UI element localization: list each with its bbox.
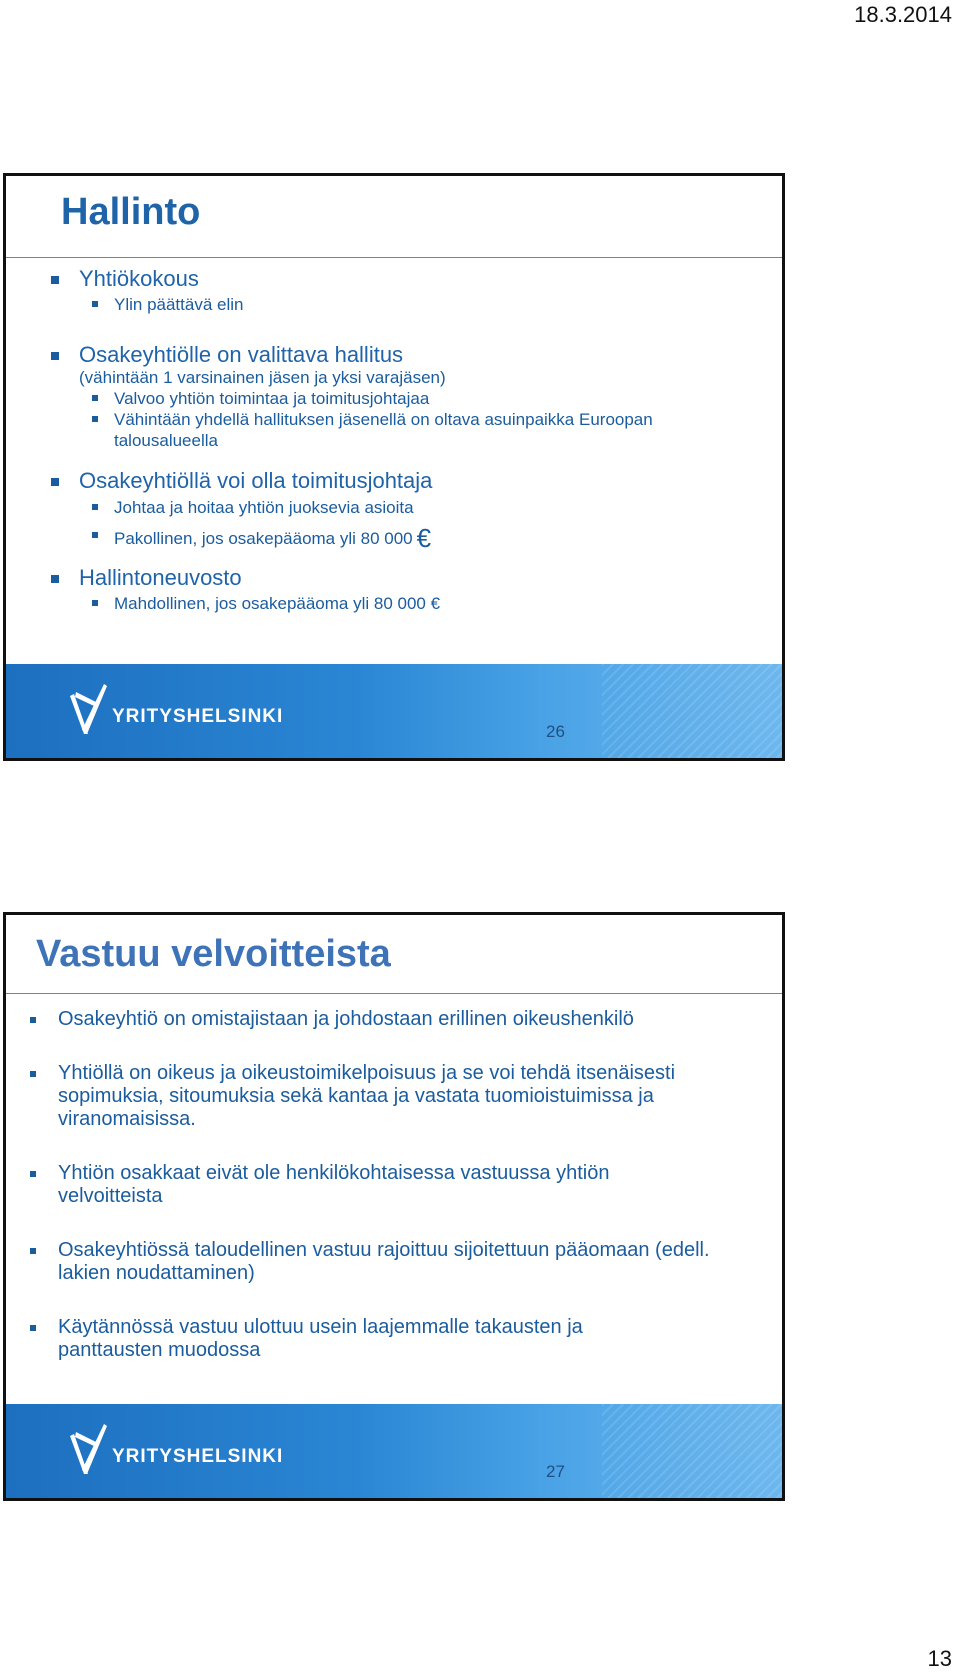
slide-footer [6,1404,782,1498]
slide-footer [6,664,782,758]
bullet-item [6,1162,782,1208]
sub-bullet-text: Pakollinen, jos osakepääoma yli 80 000 [114,529,413,548]
square-bullet-icon [92,600,98,606]
yrityshelsinki-logo [66,682,283,738]
bullet-text: Käytännössä vastuu ulottuu usein laajemmalle takausten ja panttausten muodossa [58,1316,583,1361]
bullet-item [6,342,782,368]
title-divider [6,993,782,994]
euro-sign: € [416,523,432,553]
sub-bullet-text: Johtaa ja hoitaa yhtiön juoksevia asioita [114,498,414,517]
sub-bullet-item [6,409,782,451]
logo-text: YRITYSHELSINKI [112,1446,284,1467]
bullet-text: Osakeyhtiössä taloudellinen vastuu rajoittuu sijoitettuun pääomaan (edell. lakien noudattaminen) [58,1239,710,1284]
bullet-item [6,1316,782,1362]
sub-bullet-text: Mahdollinen, jos osakepääoma yli 80 000 € [114,594,441,613]
sub-bullet-item [6,523,782,553]
yrityshelsinki-logo-icon [66,1422,108,1478]
bullet-item [6,266,782,292]
bullet-text: Yhtiökokous [79,266,199,291]
footer-hatch-pattern [602,664,782,758]
slide-content [6,266,782,614]
slide-number: 27 [546,1462,565,1481]
slide-vastuu-velvoitteista [3,912,785,1501]
square-bullet-icon [51,478,59,486]
yrityshelsinki-logo-icon [66,682,108,738]
sub-bullet-item [6,593,782,614]
page-date: 18.3.2014 [854,2,952,27]
bullet-text: Osakeyhtiöllä voi olla toimitusjohtaja [79,468,433,493]
bullet-item [6,1239,782,1285]
sub-bullet-text: Ylin päättävä elin [114,295,244,314]
bullet-text: Yhtiöllä on oikeus ja oikeustoimikelpoisuus ja se voi tehdä itsenäisesti sopimuksia, sitoumuksia sekä kantaa ja vastata tuomioistuimissa ja viranomaisissa. [58,1062,676,1130]
sub-bullet-text: Valvoo yhtiön toimintaa ja toimitusjohtajaa [114,389,430,408]
logo-text: YRITYSHELSINKI [112,706,284,727]
square-bullet-icon [92,504,98,510]
page-number: 13 [927,1646,952,1671]
slide-content [6,1008,782,1362]
yrityshelsinki-logo [66,1422,283,1478]
title-divider [6,257,782,258]
square-bullet-icon [51,575,59,583]
bullet-text: Hallintoneuvosto [79,565,242,590]
slide-hallinto [3,173,785,761]
footer-hatch-pattern [602,1404,782,1498]
sub-bullet-item [6,388,782,409]
square-bullet-icon [92,301,98,307]
square-bullet-icon [92,395,98,401]
square-bullet-icon [51,276,59,284]
bullet-text: Osakeyhtiölle on valittava hallitus [79,342,404,367]
slide-title: Hallinto [61,191,201,233]
bullet-item [6,1062,782,1131]
bullet-note: (vähintään 1 varsinainen jäsen ja yksi varajäsen) [79,368,446,387]
square-bullet-icon [30,1071,36,1077]
square-bullet-icon [30,1017,36,1023]
sub-bullet-item [6,497,782,518]
bullet-text: Osakeyhtiö on omistajistaan ja johdostaan erillinen oikeushenkilö [58,1008,634,1030]
square-bullet-icon [30,1171,36,1177]
square-bullet-icon [30,1325,36,1331]
bullet-item [6,565,782,591]
square-bullet-icon [30,1248,36,1254]
bullet-item [6,1008,782,1031]
square-bullet-icon [92,532,98,538]
sub-bullet-text: Vähintään yhdellä hallituksen jäsenellä on oltava asuinpaikka Euroopan talousalueella [114,410,653,450]
slide-title: Vastuu velvoitteista [36,933,391,975]
sub-bullet-item [6,294,782,315]
bullet-item [6,468,782,494]
slide-number: 26 [546,722,565,741]
square-bullet-icon [51,352,59,360]
bullet-text: Yhtiön osakkaat eivät ole henkilökohtaisessa vastuussa yhtiön velvoitteista [58,1162,610,1207]
square-bullet-icon [92,416,98,422]
